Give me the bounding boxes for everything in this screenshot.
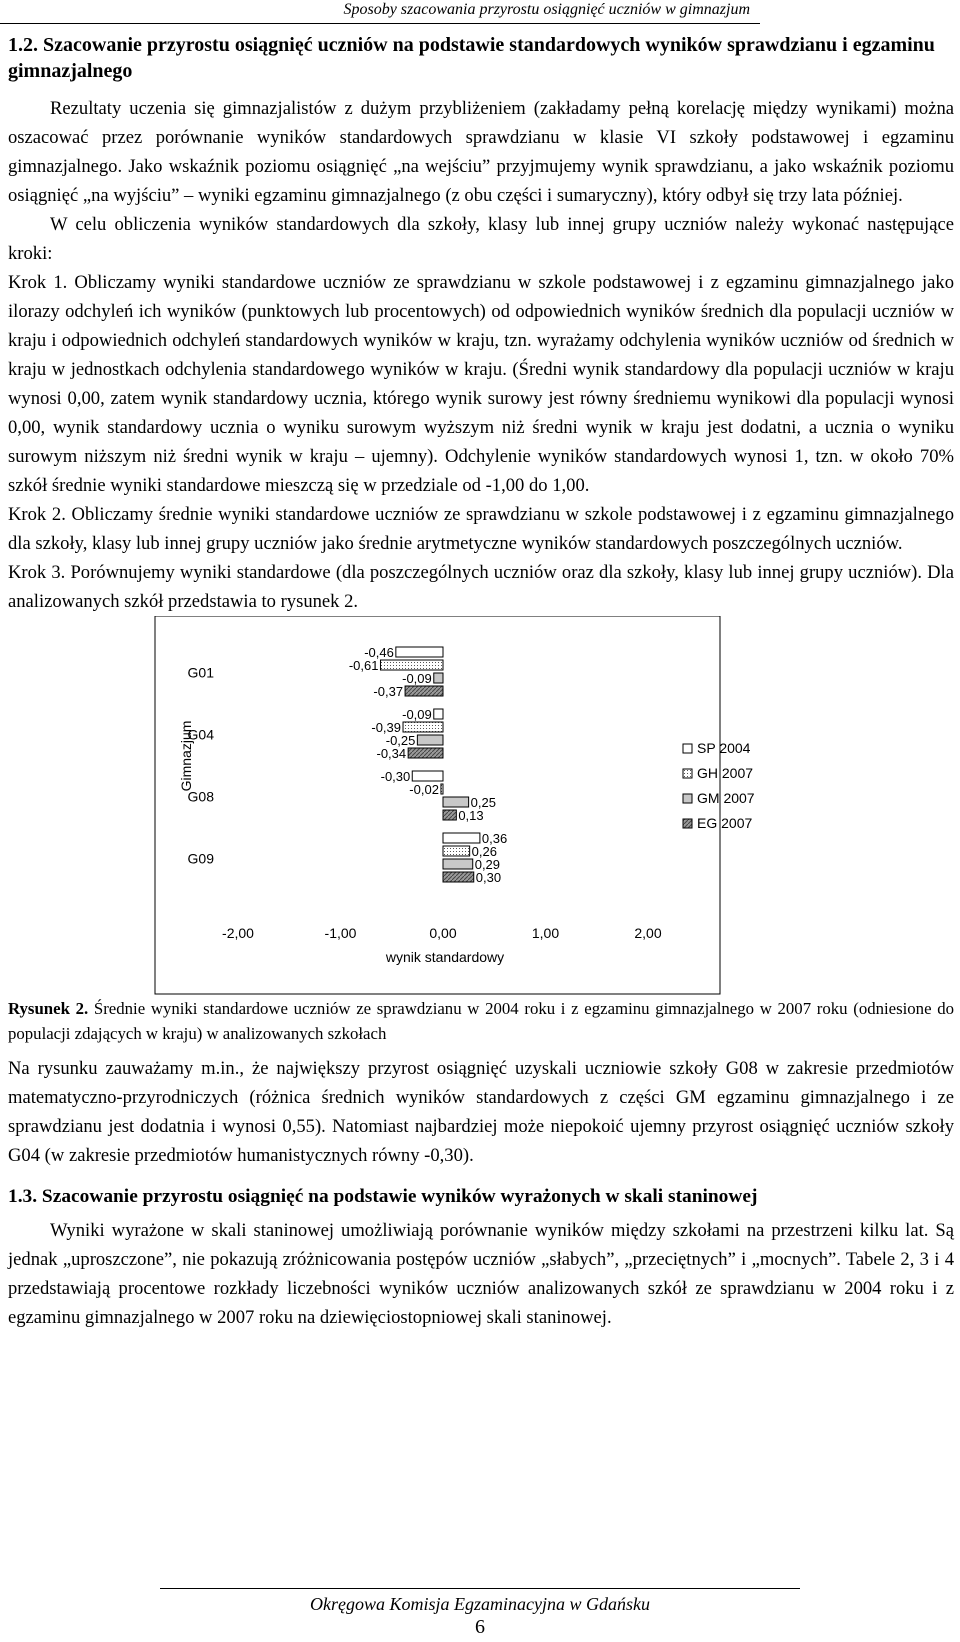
- page-header: [0, 0, 960, 26]
- legend-label-sp-2004: SP 2004: [697, 740, 751, 756]
- legend-swatch-sp-2004: [683, 744, 692, 753]
- legend-swatch-eg-2007: [683, 819, 692, 828]
- category-label-g01: G01: [187, 664, 214, 681]
- data-label-g01-gh-2007: -0,61: [348, 658, 379, 673]
- figure-2: [8, 616, 954, 996]
- legend-label-gh-2007: GH 2007: [697, 765, 754, 781]
- bar-g09-sp-2004: [443, 833, 480, 843]
- data-label-g08-sp-2004: -0,30: [380, 769, 411, 784]
- data-label-g04-gh-2007: -0,39: [371, 720, 402, 735]
- x-tick-label: 0,00: [429, 925, 457, 941]
- x-tick-label: 2,00: [634, 925, 662, 941]
- legend-label-eg-2007: EG 2007: [697, 815, 753, 831]
- data-label-g09-gm-2007: 0,29: [474, 857, 501, 872]
- bar-g04-gm-2007: [417, 735, 443, 745]
- figure-caption: [8, 996, 954, 1046]
- bar-g04-eg-2007: [408, 748, 443, 758]
- data-label-g08-eg-2007: 0,13: [458, 808, 484, 823]
- bar-g09-eg-2007: [443, 872, 474, 882]
- section-heading-1-3: 1.3. Szacowanie przyrostu osiągnięć na podstawie wyników wyrażonych w skali staninowej: [8, 1186, 758, 1207]
- category-label-g04: G04: [187, 726, 214, 743]
- paragraph-intro: Rezultaty uczenia się gimnazjalistów z dużym przybliżeniem (zakładamy pełną korelację między wynikami) można oszacować przez porównanie wyników standardowych sprawdzianu w klasie VI szkoły podstawowej i egzaminu gimnazjalnego. Jako wskaźnik poziomu osiągnięć „na wejściu” przyjmujemy wynik sprawdzianu, a jako wskaźnik poziomu osiągnięć „na wyjściu” – wyniki egzaminu gimnazjalnego (z obu części i sumaryczny), który odbył się trzy lata później.: [8, 98, 954, 206]
- legend-swatch-gh-2007: [683, 769, 692, 778]
- bar-g01-sp-2004: [396, 647, 443, 657]
- page-content: [8, 32, 954, 1332]
- legend-label-gm-2007: GM 2007: [697, 790, 755, 806]
- data-label-g04-sp-2004: -0,09: [402, 707, 432, 722]
- data-label-g01-eg-2007: -0,37: [373, 684, 404, 699]
- bar-chart: [8, 616, 954, 996]
- category-label-g09: G09: [187, 850, 214, 867]
- data-label-g04-gm-2007: -0,25: [385, 733, 416, 748]
- bar-g08-gm-2007: [443, 797, 469, 807]
- bar-g08-sp-2004: [412, 771, 443, 781]
- bar-g09-gm-2007: [443, 859, 473, 869]
- x-tick-label: -2,00: [222, 925, 254, 941]
- x-tick-label: 1,00: [531, 925, 560, 941]
- footer-institution: Okręgowa Komisja Egzaminacyjna w Gdańsku: [310, 1594, 650, 1614]
- bar-g04-sp-2004: [434, 709, 443, 719]
- bar-g01-gm-2007: [434, 673, 443, 683]
- bar-g01-eg-2007: [405, 686, 443, 696]
- x-tick-label: -1,00: [324, 925, 357, 941]
- paragraph-step-3: Krok 3. Porównujemy wyniki standardowe (dla poszczególnych uczniów oraz dla szkoły, klasy lub innej grupy uczniów). Dla analizowanych szkół przedstawia to rysunek 2.: [8, 562, 954, 612]
- data-label-g09-gh-2007: 0,26: [471, 844, 497, 859]
- category-label-g08: G08: [187, 788, 214, 805]
- bar-g08-gh-2007: [441, 784, 443, 794]
- data-label-g09-eg-2007: 0,30: [475, 870, 502, 885]
- bar-g08-eg-2007: [443, 810, 456, 820]
- section-heading-1-2: 1.2. Szacowanie przyrostu osiągnięć uczniów na podstawie standardowych wyników sprawdzianu i egzaminu gimnazjalnego: [8, 34, 935, 82]
- paragraph-steps-intro: W celu obliczenia wyników standardowych dla szkoły, klasy lub innej grupy uczniów należy wykonać następujące kroki:: [8, 214, 954, 264]
- bar-g09-gh-2007: [443, 846, 470, 856]
- data-label-g01-gm-2007: -0,09: [402, 671, 432, 686]
- data-label-g04-eg-2007: -0,34: [376, 746, 407, 761]
- header-rule: [0, 23, 760, 24]
- data-label-g08-gm-2007: 0,25: [470, 795, 496, 810]
- caption-label: Rysunek 2.: [8, 999, 89, 1018]
- x-axis-title: wynik standardowy: [385, 949, 505, 965]
- data-label-g09-sp-2004: 0,36: [481, 831, 508, 846]
- page-number: 6: [475, 1616, 485, 1638]
- legend-swatch-gm-2007: [683, 794, 692, 803]
- paragraph-step-1: Krok 1. Obliczamy wyniki standardowe uczniów ze sprawdzianu w szkole podstawowej i z egzaminu gimnazjalnego jako ilorazy odchyleń ich wyników (punktowych lub procentowych) od odpowiednich wyników średnich dla populacji uczniów w kraju i odpowiednich odchyleń standardowych wyników w kraju, tzn. wyrażamy odchylenia wyników uczniów od średnich w kraju w jednostkach odchylenia standardowego wyników w kraju. (Średni wynik standardowy dla populacji uczniów w kraju wynosi 0,00, zatem wynik standardowy ucznia, którego wynik surowy jest równy średniemu wynikowi dla populacji wynosi 0,00, wynik standardowy ucznia o wyniku surowym wyższym niż średni wynik w kraju jest dodatni, a ucznia o wyniku surowym niższym niż średni wynik w kraju – ujemny). Odchylenie wyników standardowych wynosi 1, tzn. w około 70% szkół średnie wyniki standardowe mieszczą się w przedziale od -1,00 do 1,00.: [8, 272, 954, 496]
- bar-g04-gh-2007: [403, 722, 443, 732]
- footer-rule: [160, 1588, 800, 1589]
- bar-g01-gh-2007: [380, 660, 443, 670]
- paragraph-step-2: Krok 2. Obliczamy średnie wyniki standardowe uczniów ze sprawdzianu w szkole podstawowej i z egzaminu gimnazjalnego dla szkoły, klasy lub innej grupy uczniów jako średnie arytmetyczne wyników standardowych poszczególnych uczniów.: [8, 504, 954, 554]
- paragraph-after-figure: Na rysunku zauważamy m.in., że największy przyrost osiągnięć uzyskali uczniowie szkoły G08 w zakresie przedmiotów matematyczno-przyrodniczych (różnica średnich wyników standardowych z części GM egzaminu gimnazjalnego i ze sprawdzianu jest dodatnia i wynosi 0,55). Natomiast najbardziej może niepokoić ujemny przyrost osiągnięć uczniów szkoły G04 (w zakresie przedmiotów humanistycznych równy -0,30).: [8, 1058, 954, 1166]
- data-label-g08-gh-2007: -0,02: [409, 782, 439, 797]
- running-title: Sposoby szacowania przyrostu osiągnięć uczniów w gimnazjum: [343, 1, 750, 18]
- paragraph-stanine: Wyniki wyrażone w skali staninowej umożliwiają porównanie wyników między szkołami na przestrzeni kilku lat. Są jednak „uproszczone”, nie pokazują zróżnicowania postępów uczniów „słabych”, „przeciętnych” i „mocnych”. Tabele 2, 3 i 4 przedstawiają procentowe rozkłady liczebności wyników uczniów analizowanych szkół ze sprawdzianu w 2004 roku i z egzaminu gimnazjalnego w 2007 roku na dziewięciostopniowej skali staninowej.: [8, 1220, 954, 1328]
- caption-text: Średnie wyniki standardowe uczniów ze sprawdzianu w 2004 roku i z egzaminu gimnazjalnego w 2007 roku (odniesione do populacji zdających w kraju) w analizowanych szkołach: [8, 999, 954, 1043]
- data-label-g01-sp-2004: -0,46: [364, 645, 394, 660]
- y-axis-title: Gimnazjum: [178, 720, 194, 792]
